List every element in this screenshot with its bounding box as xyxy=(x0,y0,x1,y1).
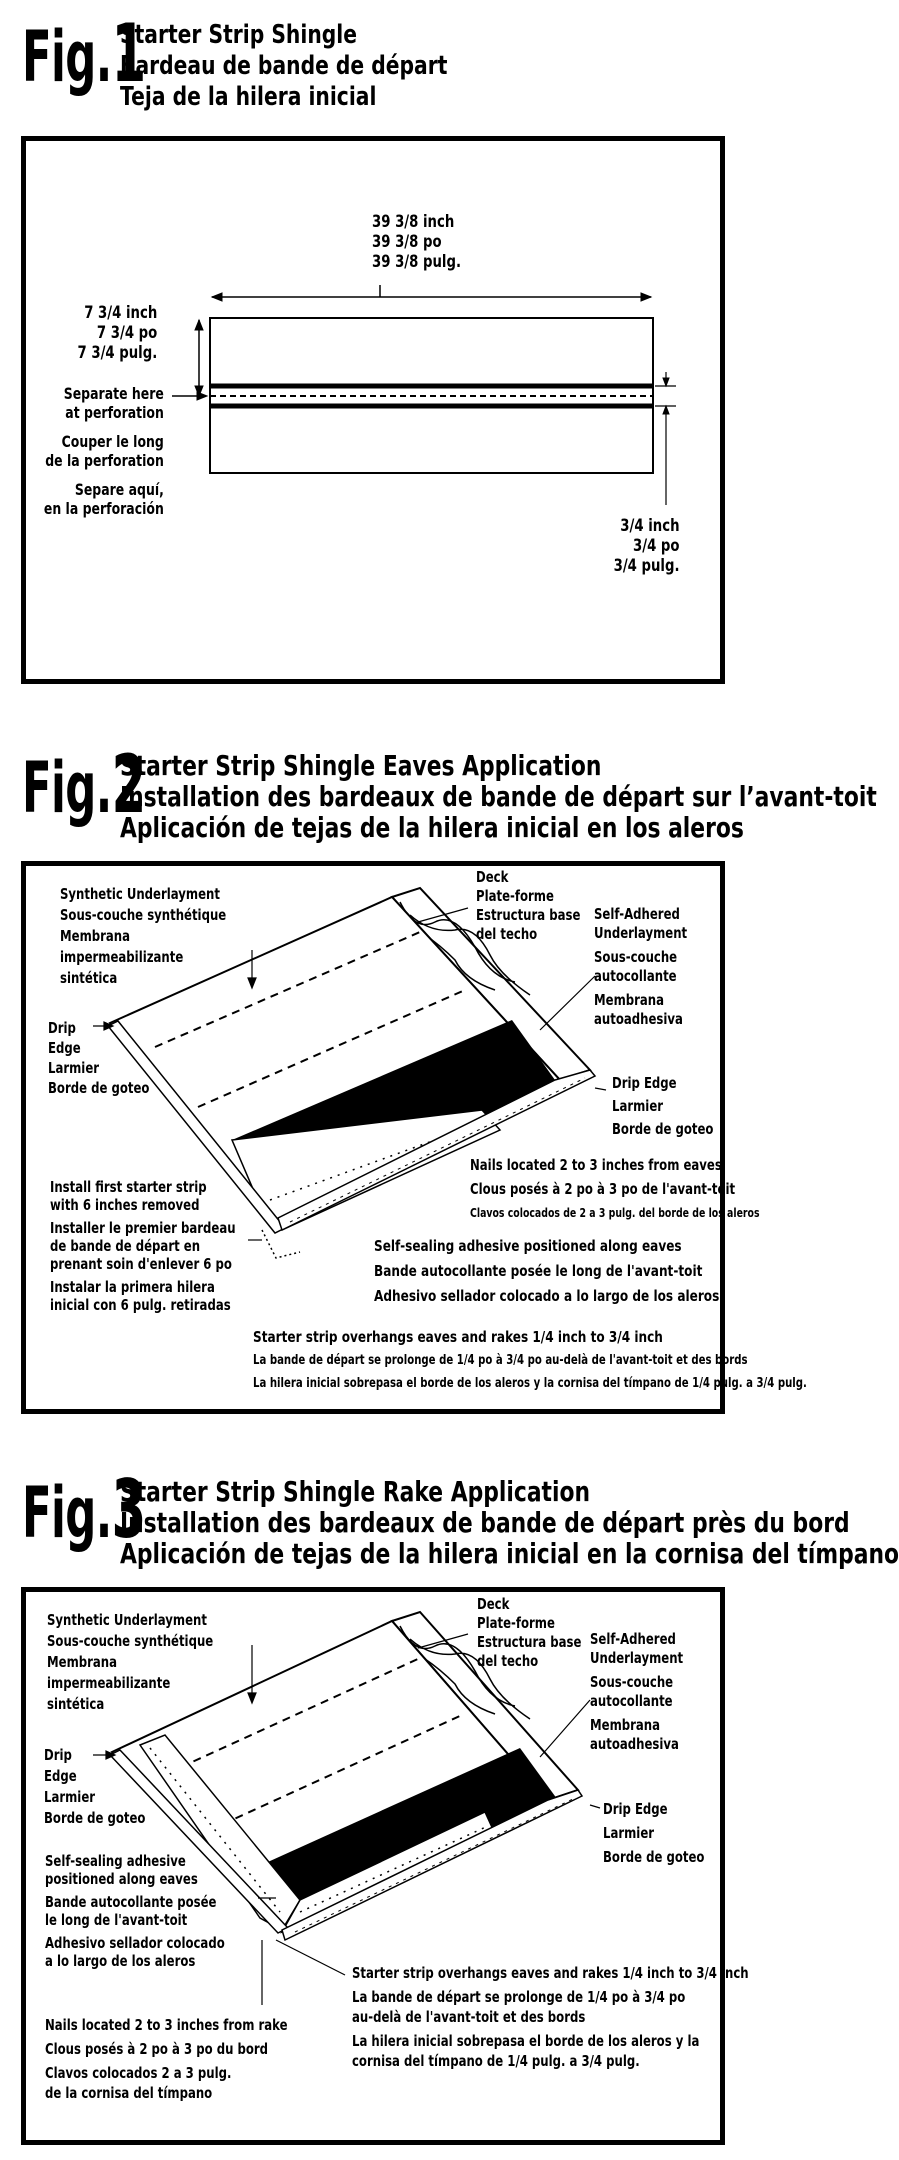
fig3-sealing-fr-2: le long de l'avant-toit xyxy=(45,1911,188,1929)
fig2-overhang-label xyxy=(253,1326,807,1395)
fig2-drip-left-en-2: Edge xyxy=(48,1039,81,1057)
fig2-self-adhered-fr-1: Sous-couche xyxy=(594,948,678,966)
fig2-sealing-label xyxy=(374,1234,719,1309)
fig3-digit: 3 xyxy=(111,1463,146,1556)
fig2-self-adhered-fr-2: autocollante xyxy=(594,967,677,985)
fig2-install-label xyxy=(50,1178,236,1314)
fig2-synthetic-en: Synthetic Underlayment xyxy=(60,885,220,903)
fig2-nails-es: Clavos colocados de 2 a 3 pulg. del borde de los aleros xyxy=(470,1206,760,1220)
fig3-deck-en: Deck xyxy=(477,1595,510,1613)
fig3-drip-left-fr: Larmier xyxy=(44,1788,96,1806)
fig1-separate-es-1: Separe aquí, xyxy=(74,480,164,499)
fig2-drip-right-en: Drip Edge xyxy=(612,1074,677,1092)
fig2-drip-left-en-1: Drip xyxy=(48,1019,76,1037)
fig1-height-en: 7 3/4 inch xyxy=(83,303,157,323)
fig3-synthetic-en: Synthetic Underlayment xyxy=(47,1611,207,1629)
fig2-sealing-es: Adhesivo sellador colocado a lo largo de los aleros xyxy=(374,1287,720,1305)
fig2-overhang-fr: La bande de départ se prolonge de 1/4 po à 3/4 po au-delà de l'avant-toit et des bords xyxy=(253,1353,748,1368)
fig2-drip-right-fr: Larmier xyxy=(612,1097,664,1115)
fig3-nails-es-1: Clavos colocados 2 a 3 pulg. xyxy=(45,2064,232,2082)
fig3-self-adhered-es-2: autoadhesiva xyxy=(590,1735,679,1753)
fig3-overhang-es-2: cornisa del tímpano de 1/4 pulg. a 3/4 pulg. xyxy=(352,2052,640,2070)
fig2-deck-es-1: Estructura base xyxy=(476,906,581,924)
fig3-title-fr: Installation des bardeaux de bande de départ près du bord xyxy=(120,1506,850,1539)
fig2-self-adhered-es-1: Membrana xyxy=(594,991,665,1009)
fig2-synthetic-fr: Sous-couche synthétique xyxy=(60,906,227,924)
fig1-digit: 1 xyxy=(111,7,146,100)
fig3-title-es: Aplicación de tejas de la hilera inicial en la cornisa del tímpano xyxy=(120,1537,899,1570)
fig2-overhang-en: Starter strip overhangs eaves and rakes 1/4 inch to 3/4 inch xyxy=(253,1328,663,1346)
fig3-drip-right-label xyxy=(603,1797,704,1869)
fig1-separate-fr-1: Couper le long xyxy=(61,432,164,451)
fig3-sealing-en-1: Self-sealing adhesive xyxy=(45,1852,186,1870)
fig2-sealing-fr: Bande autocollante posée le long de l'avant-toit xyxy=(374,1262,703,1280)
fig1-title-es: Teja de la hilera inicial xyxy=(120,82,377,112)
fig2-title-fr: Installation des bardeaux de bande de départ sur l’avant-toit xyxy=(120,780,877,813)
fig1-width-label xyxy=(372,212,461,272)
fig2-title xyxy=(120,750,877,843)
fig3-nails-fr: Clous posés à 2 po à 3 po du bord xyxy=(45,2040,269,2058)
fig1-strip-fr: 3/4 po xyxy=(633,536,680,556)
fig3-self-adhered-fr-2: autocollante xyxy=(590,1692,673,1710)
fig2-title-es: Aplicación de tejas de la hilera inicial en los aleros xyxy=(120,811,744,844)
fig2-digit: 2 xyxy=(111,738,146,831)
fig2-drip-right-label xyxy=(612,1072,713,1141)
fig2-deck-label xyxy=(476,868,580,944)
fig1-title-fr: Bardeau de bande de départ xyxy=(120,51,448,81)
fig2-overhang-es: La hilera inicial sobrepasa el borde de los aleros y la cornisa del tímpano de 1/4 pulg. a 3/4 pulg. xyxy=(253,1376,807,1391)
fig2-install-es-2: inicial con 6 pulg. retiradas xyxy=(50,1296,231,1314)
fig3-synthetic-es-1: Membrana xyxy=(47,1653,118,1671)
fig1-separate-label xyxy=(44,384,164,518)
fig3-sealing-es-1: Adhesivo sellador colocado xyxy=(45,1934,225,1952)
fig3-self-adhered-es-1: Membrana xyxy=(590,1716,661,1734)
fig3-sealing-en-2: positioned along eaves xyxy=(45,1870,198,1888)
fig1-separate-fr-2: de la perforation xyxy=(45,451,164,470)
fig2-drip-left-es: Borde de goteo xyxy=(48,1079,150,1097)
fig2-install-fr-3: prenant soin d'enlever 6 po xyxy=(50,1255,232,1273)
fig3-drip-left-en-1: Drip xyxy=(44,1746,72,1764)
fig2-drip-left-fr: Larmier xyxy=(48,1059,100,1077)
fig2-deck-en: Deck xyxy=(476,868,509,886)
fig1-height-fr: 7 3/4 po xyxy=(96,323,157,343)
fig2-install-en-1: Install first starter strip xyxy=(50,1178,207,1196)
fig2-label: Fig. xyxy=(22,747,112,829)
fig1-height-label xyxy=(77,303,157,363)
fig2-install-es-1: Instalar la primera hilera xyxy=(50,1278,215,1296)
fig1-width-fr: 39 3/8 po xyxy=(372,232,442,252)
fig2-synthetic-label xyxy=(60,884,226,989)
fig3-overhang-en: Starter strip overhangs eaves and rakes 1/4 inch to 3/4 inch xyxy=(352,1964,749,1982)
fig1-strip-es: 3/4 pulg. xyxy=(614,556,680,576)
fig3-self-adhered-fr-1: Sous-couche xyxy=(590,1673,674,1691)
fig3-sealing-label xyxy=(45,1852,225,1970)
fig2-nails-fr: Clous posés à 2 po à 3 po de l'avant-toit xyxy=(470,1180,736,1198)
fig2-self-adhered-en-1: Self-Adhered xyxy=(594,905,680,923)
fig3-sealing-fr-1: Bande autocollante posée xyxy=(45,1893,217,1911)
fig2-nails-en: Nails located 2 to 3 inches from eaves xyxy=(470,1156,722,1174)
fig2-drip-right-es: Borde de goteo xyxy=(612,1120,714,1138)
fig3-label: Fig. xyxy=(22,1472,112,1554)
fig2-self-adhered-en-2: Underlayment xyxy=(594,924,688,942)
fig2-nails-label xyxy=(470,1153,760,1225)
fig3-overhang-es-1: La hilera inicial sobrepasa el borde de los aleros y la xyxy=(352,2032,700,2050)
fig3-self-adhered-label xyxy=(590,1630,683,1754)
fig3-deck-fr: Plate-forme xyxy=(477,1614,555,1632)
fig1-title-en: Starter Strip Shingle xyxy=(120,20,357,50)
fig3-overhang-fr-2: au-delà de l'avant-toit et des bords xyxy=(352,2008,586,2026)
fig2-synthetic-es-1: Membrana xyxy=(60,927,131,945)
fig1-label: Fig. xyxy=(22,16,112,98)
fig2-drip-left-label xyxy=(48,1018,149,1098)
fig2-sealing-en: Self-sealing adhesive positioned along eaves xyxy=(374,1237,682,1255)
fig2-deck-fr: Plate-forme xyxy=(476,887,554,905)
fig2-self-adhered-label xyxy=(594,905,687,1029)
fig3-synthetic-es-3: sintética xyxy=(47,1695,105,1713)
fig3-drip-right-es: Borde de goteo xyxy=(603,1848,705,1866)
fig3-drip-left-en-2: Edge xyxy=(44,1767,77,1785)
fig1-separate-en-1: Separate here xyxy=(63,384,164,403)
fig3-title xyxy=(120,1476,899,1569)
fig3-nails-label xyxy=(45,2015,288,2103)
fig3-deck-es-2: del techo xyxy=(477,1652,539,1670)
fig3-title-en: Starter Strip Shingle Rake Application xyxy=(120,1475,591,1508)
fig2-title-en: Starter Strip Shingle Eaves Application xyxy=(120,749,602,782)
fig3-self-adhered-en-2: Underlayment xyxy=(590,1649,684,1667)
fig3-synthetic-label xyxy=(47,1610,213,1715)
fig1-strip-en: 3/4 inch xyxy=(620,516,680,536)
fig3-synthetic-fr: Sous-couche synthétique xyxy=(47,1632,214,1650)
fig3-drip-right-fr: Larmier xyxy=(603,1824,655,1842)
fig2-install-fr-1: Installer le premier bardeau xyxy=(50,1219,236,1237)
fig3-deck-es-1: Estructura base xyxy=(477,1633,582,1651)
fig2-deck-es-2: del techo xyxy=(476,925,538,943)
fig1-separate-en-2: at perforation xyxy=(65,403,164,422)
fig3-nails-es-2: de la cornisa del tímpano xyxy=(45,2084,213,2102)
fig2-synthetic-es-2: impermeabilizante xyxy=(60,948,184,966)
fig3-drip-right-en: Drip Edge xyxy=(603,1800,668,1818)
fig3-drip-left-es: Borde de goteo xyxy=(44,1809,146,1827)
fig3-overhang-fr-1: La bande de départ se prolonge de 1/4 po à 3/4 po xyxy=(352,1988,686,2006)
fig3-drip-left-label xyxy=(44,1745,145,1829)
fig1-width-en: 39 3/8 inch xyxy=(372,212,455,232)
fig3-overhang-label xyxy=(352,1963,749,2071)
fig1-width-es: 39 3/8 pulg. xyxy=(372,252,461,272)
fig2-install-en-2: with 6 inches removed xyxy=(50,1196,200,1214)
fig1-shingle xyxy=(172,285,676,505)
fig2-self-adhered-es-2: autoadhesiva xyxy=(594,1010,683,1028)
fig1-separate-es-2: en la perforación xyxy=(43,499,164,518)
fig1-strip-label xyxy=(614,516,680,576)
fig2-install-fr-2: de bande de départ en xyxy=(50,1237,201,1255)
fig3-self-adhered-en-1: Self-Adhered xyxy=(590,1630,676,1648)
fig3-nails-en: Nails located 2 to 3 inches from rake xyxy=(45,2016,288,2034)
fig3-sealing-es-2: a lo largo de los aleros xyxy=(45,1952,196,1970)
fig3-deck-label xyxy=(477,1595,581,1671)
fig2-synthetic-es-3: sintética xyxy=(60,969,118,987)
fig3-synthetic-es-2: impermeabilizante xyxy=(47,1674,171,1692)
fig1-height-es: 7 3/4 pulg. xyxy=(77,343,157,363)
